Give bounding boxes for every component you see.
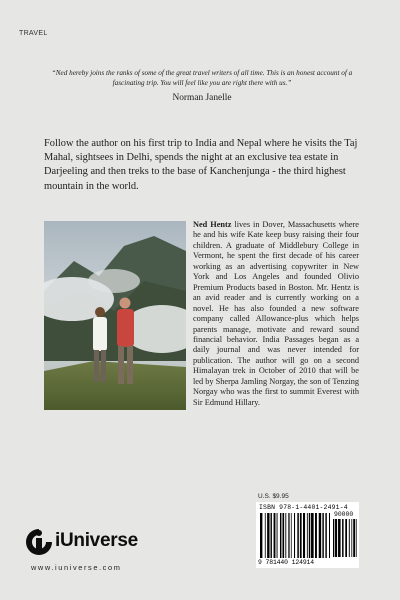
ean-barcode-bars <box>260 513 330 558</box>
price-code: 90000 <box>334 511 354 518</box>
publisher-name: iUniverse <box>55 530 138 551</box>
addon-barcode-bars <box>333 519 357 557</box>
author-bio <box>44 220 359 411</box>
author-name: Ned Hentz <box>193 220 232 229</box>
isbn-number: ISBN 978-1-4401-2491-4 <box>259 504 348 511</box>
publisher-url: www.iuniverse.com <box>31 563 122 572</box>
book-synopsis: Follow the author on his first trip to India and Nepal where he visits the Taj Mahal, sightsees in Delhi, spends the night at an exclusive tea estate in Darjeeling and then treks to the base of Kanchenjunga - the third highest mountain in the world. <box>44 138 358 192</box>
iuniverse-logo-icon <box>25 528 53 556</box>
cover-price: U.S. $9.95 <box>258 493 289 500</box>
ean-digits: 9 781440 124914 <box>258 559 315 566</box>
author-bio-text: lives in Dover, Massachusetts where he and his wife Kate keep busy raising their four children. A graduate of Middlebury College in Vermont, he spent the first decade of his career working as an advertising copywriter in New York and Los Angeles and founded Olivio Premium Products based in Boston. Mr. Hentz is an avid reader and is currently working on a novel. He has also founded a new software company called Allowance-plus which helps parents manage, motivate and reward sound financial behavior. India Passages began as a daily journal and was never intended for publication. The author will go on a second Himalayan trek in October of 2010 that will be led by Sherpa Jamling Norgay, the son of Tenzing Norgay who was the first to summit Everest with Sir Edmund Hillary. <box>193 220 359 407</box>
category-label: TRAVEL <box>19 30 48 37</box>
review-author: Norman Janelle <box>172 93 232 103</box>
isbn-barcode <box>256 502 359 568</box>
review-quote: “Ned hereby joins the ranks of some of the great travel writers of all time. This is an honest account of a fascinating trip. You will feel like you are right there with us.” <box>51 69 353 87</box>
